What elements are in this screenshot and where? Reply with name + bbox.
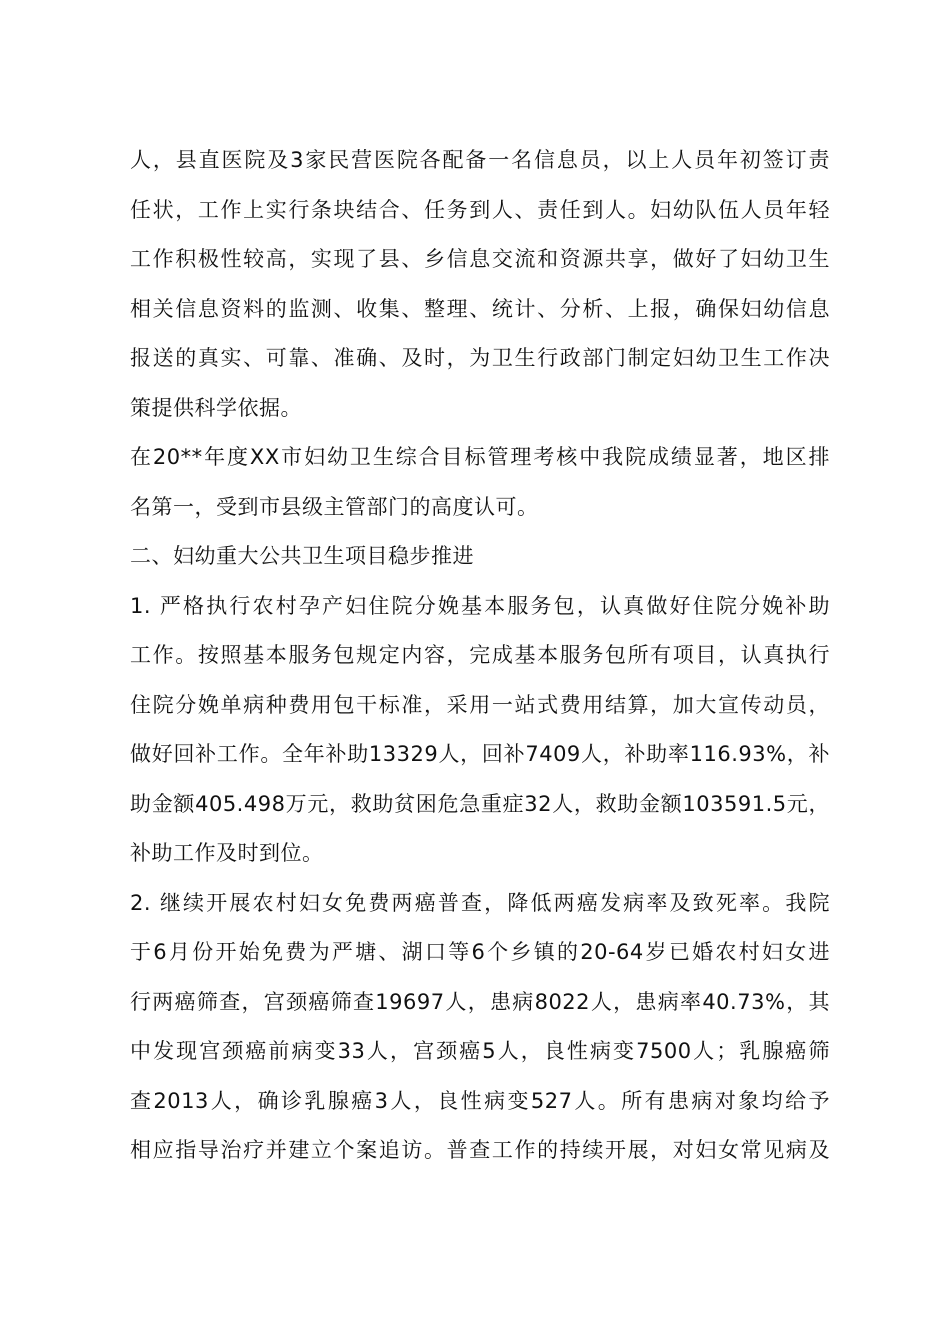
section-heading-text: 二、妇幼重大公共卫生项目稳步推进 bbox=[130, 544, 474, 568]
text-line: 2. 继续开展农村妇女免费两癌普查，降低两癌发病率及致死率。我院 bbox=[130, 890, 830, 915]
section-heading bbox=[130, 532, 830, 582]
paragraph-item-1 bbox=[130, 582, 830, 879]
text-line: 补助工作及时到位。 bbox=[130, 841, 324, 865]
text-line: 住院分娩单病种费用包干标准，采用一站式费用结算，加大宣传动员， bbox=[130, 692, 830, 717]
text-line: 相应指导治疗并建立个案追访。普查工作的持续开展，对妇女常见病及 bbox=[130, 1138, 830, 1162]
text-line: 助金额405.498万元，救助贫困危急重症32人，救助金额103591.5元， bbox=[130, 791, 830, 816]
text-line: 名第一，受到市县级主管部门的高度认可。 bbox=[130, 494, 539, 519]
paragraph-item-2 bbox=[130, 879, 830, 1176]
text-line: 在20**年度XX市妇幼卫生综合目标管理考核中我院成绩显著，地区排 bbox=[130, 445, 830, 469]
text-line: 于6月份开始免费为严塘、湖口等6个乡镇的20-64岁已婚农村妇女进 bbox=[130, 940, 830, 964]
paragraph-assessment bbox=[130, 433, 830, 532]
text-line: 工作积极性较高，实现了县、乡信息交流和资源共享，做好了妇幼卫生 bbox=[130, 247, 830, 271]
text-line: 相关信息资料的监测、收集、整理、统计、分析、上报，确保妇幼信息 bbox=[130, 296, 830, 321]
text-line: 查2013人，确诊乳腺癌3人，良性病变527人。所有患病对象均给予 bbox=[130, 1088, 830, 1113]
paragraph-info-staff bbox=[130, 136, 830, 433]
text-line: 做好回补工作。全年补助13329人，回补7409人，补助率116.93%，补 bbox=[130, 742, 830, 766]
text-line: 中发现宫颈癌前病变33人，宫颈癌5人，良性病变7500人；乳腺癌筛 bbox=[130, 1039, 830, 1063]
text-line: 工作。按照基本服务包规定内容，完成基本服务包所有项目，认真执行 bbox=[130, 643, 830, 667]
text-line: 报送的真实、可靠、准确、及时，为卫生行政部门制定妇幼卫生工作决 bbox=[130, 346, 830, 370]
text-line: 策提供科学依据。 bbox=[130, 395, 302, 420]
text-line: 任状，工作上实行条块结合、任务到人、责任到人。妇幼队伍人员年轻 bbox=[130, 197, 830, 222]
document-page bbox=[130, 136, 830, 1176]
text-line: 人，县直医院及3家民营医院各配备一名信息员，以上人员年初签订责 bbox=[130, 148, 830, 172]
text-line: 行两癌筛查，宫颈癌筛查19697人，患病8022人，患病率40.73%，其 bbox=[130, 989, 830, 1014]
text-line: 1. 严格执行农村孕产妇住院分娩基本服务包，认真做好住院分娩补助 bbox=[130, 593, 830, 618]
